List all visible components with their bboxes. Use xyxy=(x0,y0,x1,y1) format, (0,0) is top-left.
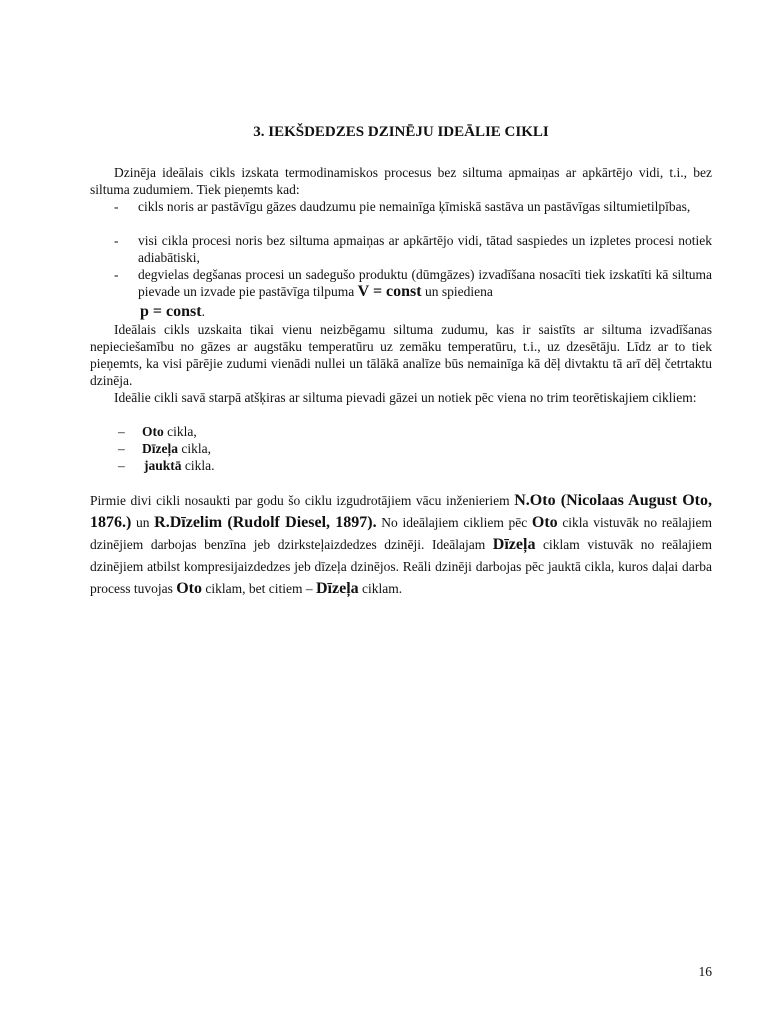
section-heading: 3. IEKŠDEDZES DZINĒJU IDEĀLIE CIKLI xyxy=(253,124,549,140)
assumption-text-part: un spiediena xyxy=(424,284,493,299)
formula-pressure-const: p = const xyxy=(140,303,202,320)
document-page xyxy=(90,0,712,1024)
history-text: ciklam, bet citiem – xyxy=(202,581,316,596)
assumption-text xyxy=(138,266,712,300)
history-text: un xyxy=(131,515,155,530)
history-text: No ideālajiem cikliem pēc xyxy=(376,515,532,530)
assumption-text: visi cikla procesi noris bez siltuma apmaiņas ar apkārtējo vidi, tātad saspiedes un izpletes procesi notiek adiabātiski, xyxy=(138,233,712,265)
formula-line xyxy=(140,303,700,320)
bullet-marker: - xyxy=(114,233,119,248)
history-text: Pirmie divi cikli nosaukti par godu šo ciklu izgudrotājiem vācu inženieriem xyxy=(90,493,515,508)
assumption-item xyxy=(90,232,712,266)
dash-marker: – xyxy=(118,424,125,439)
cycle-item xyxy=(90,457,712,474)
inventor-oto: N.Oto (Nicolaas August Oto, 1876.) xyxy=(90,492,712,531)
cycle-item xyxy=(90,440,712,457)
cycle-suffix: cikla, xyxy=(178,441,211,456)
cycle-name-oto: Oto xyxy=(176,580,203,597)
cycle-types-paragraph: Ideālie cikli savā starpā atšķiras ar siltuma pievadi gāzei un notiek pēc viena no trim teorētiskajiem cikliem: xyxy=(114,390,697,405)
inventor-diesel: R.Dīzelim (Rudolf Diesel, 1897). xyxy=(154,514,377,531)
cycle-suffix: cikla, xyxy=(163,424,197,439)
cycle-name-diesel: Dīzeļa xyxy=(492,536,536,553)
cycle-name-diesel: Dīzeļa xyxy=(142,441,178,456)
cycle-item xyxy=(90,423,712,440)
assumption-item xyxy=(90,198,712,215)
assumption-text-part: degvielas degšanas procesi un sadegušo produktu (dūmgāzes) izvadīšana nosacīti tiek izskatīti kā siltuma pievade un izvade pie pastāvīga tilpuma xyxy=(138,267,712,299)
history-text: cikla vistuvāk no reālajiem dzinējiem darbojas benzīna jeb dzirksteļaizdedzes dzinēji. Ideālajam xyxy=(90,515,712,552)
assumption-item xyxy=(90,266,712,300)
history-paragraph xyxy=(90,490,712,600)
dash-marker: – xyxy=(118,441,125,456)
cycle-name-oto: Oto xyxy=(531,514,558,531)
cycle-suffix: cikla. xyxy=(181,458,215,473)
losses-paragraph: Ideālais cikls uzskaita tikai vienu neizbēgamu siltuma zudumu, kas ir saistīts ar siltuma izvadīšanas nepieciešamību no gāzes ar augstāku temperatūru uz zemāku temperatūru, t.i., uz dzesētāju. Līdz ar to tiek pieņemts, ka visi pārējie zudumi vienādi nullei un tālākā analīze būs nemainīga kā dēļ divtaktu tā arī dēļ četrtaktu dzinēja. xyxy=(90,322,712,388)
intro-paragraph: Dzinēja ideālais cikls izskata termodinamiskos procesus bez siltuma apmaiņas ar apkārtējo vidi, t.i., bez siltuma zudumiem. Tiek pieņemts kad: xyxy=(90,165,712,197)
bullet-marker: - xyxy=(114,267,119,282)
history-text: ciklam vistuvāk no reālajiem dzinējiem atbilst kompresijaizdedzes jeb dīzeļa dzinējos. Reāli dzinēji darbojas pēc jauktā cikla, kuros daļai darba process tuvojas xyxy=(90,537,712,596)
formula-volume-const: V = const xyxy=(357,283,422,300)
page-number: 16 xyxy=(698,964,712,979)
formula-period: . xyxy=(201,304,205,319)
assumption-text: cikls noris ar pastāvīgu gāzes daudzumu pie nemainīga ķīmiskā sastāva un pastāvīgas siltumietilpības, xyxy=(138,199,691,214)
cycle-name-oto: Oto xyxy=(142,424,164,439)
cycle-name-diesel: Dīzeļa xyxy=(315,580,359,597)
dash-marker: – xyxy=(118,458,125,473)
history-text: ciklam. xyxy=(358,581,403,596)
cycle-name-mixed: jauktā xyxy=(144,458,182,473)
bullet-marker: - xyxy=(114,199,119,214)
